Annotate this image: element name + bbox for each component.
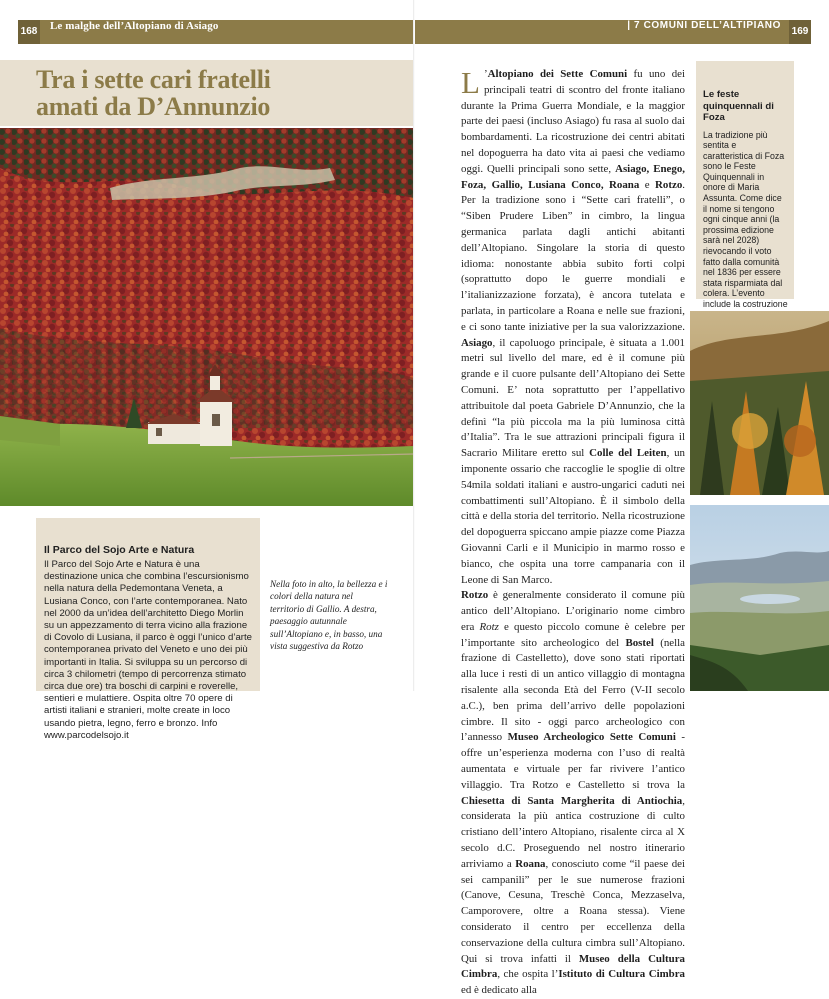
bold-keyword: Colle del Leiten [589,447,667,460]
running-title-right: | 7 COMUNI DELL’ALTIPIANO [627,20,781,31]
box-parco-title: Il Parco del Sojo Arte e Natura [44,544,195,556]
text-run: e [639,178,656,191]
bold-keyword: Asiago [461,336,493,349]
text-run: - offre un’esperienza moderna con l’uso di realtà aumentata e virtuale per far rivivere l’antico villaggio. Tra Rotzo e Castelletto si trova la [461,731,686,791]
text-run: , un imponente ossario che raccoglie le spoglie di oltre 54mila soldati italiani e austro-ungarici caduti nei combattimenti sull’Altopiano. È il simbolo della città e della storia del territorio. Nella ricostruzione del dopoguerra spiccano ampie piazze come Piazza Giovanni Carli e il Municipio in marmo rosso e bianco, che ospita una torre campanaria con il Leone di San Marco. [461,447,685,586]
right-header-bar [415,20,811,44]
photo-caption: Nella foto in alto, la bellezza e i colori della natura nel territorio di Gallio. A destra, paesaggio autunnale sull’Altopiano e, in basso, una vista suggestiva da Rotzo [270,579,388,652]
text-run: ed è dedicato alla [461,984,537,997]
text-run: , che ospita l’ [497,968,559,981]
photo-autumn-forest-chapel [0,128,414,506]
bold-keyword: Asiago, Enego, Foza, Gallio, Lusiana Conco, Roana [461,162,685,191]
bold-keyword: Altopiano dei Sette Comuni [487,68,628,80]
text-run: fu uno dei principali teatri di scontro del fronte italiano durante la Prima Guerra Mondiale, e la maggior parte dei paesi (incluso Asiago) fu rasa al suolo dai bombardamenti. La ricostruzione dei centri abitati nel dopoguerra ha dato vita ai paesi che vediamo oggi. Quelli principali sono sette, [461,68,685,175]
bold-keyword: Roana [515,857,546,870]
page-title [36,66,406,120]
bold-keyword: Chiesetta di Santa Margherita di Antiochia [461,794,683,807]
sidebar-box-parco-sojo [36,518,260,741]
box-feste-title: Le feste quinquennali di Foza [703,89,774,123]
text-run: (nella frazione di Castelletto), dove sono stati riportati alla luce i resti di un antico villaggio di montagna risalente alla seconda Età del Ferro (V-II secolo a.C.), ben prima dell’arrivo delle popolazioni cimbre. Il sito - oggi parco archeologico con l’annesso [461,636,685,744]
text-run: è generalmente considerato il comune più antico dell’Altopiano. L’originario nome cimbro era [461,589,685,633]
bold-keyword: Museo Archeologico Sette Comuni [507,731,676,744]
bold-keyword: Bostel [625,636,654,649]
photo-autumn-landscape [690,311,829,495]
box-feste-text: La tradizione più sentita e caratteristica di Foza sono le Feste Quinquennali in onore di Maria Assunta. Come dice il nome si tengono ogni cinque anni (la prossima edizione sarà nel 2028) rievocando il voto fatto dalla comunità nel 1836 per essere stata risparmiata dal colera. L’evento include la costruzione [703,129,788,309]
bold-keyword: Museo della Cultura Cimbra [461,952,685,981]
text-run: Rotz [479,620,499,633]
left-header-bar [18,20,414,44]
sidebar-box-feste-foza [696,61,794,309]
box-parco-text: Il Parco del Sojo Arte e Natura è una destinazione unica che combina l’escursionismo nella natura della Pedemontana Veneta, a Lusiana Conco, con l’arte contemporanea. Nato nel 2000 da un’idea dell’architetto Diego Morlin su un appezzamento di terra vicino alla frazione di Covolo di Lusiana, il parco è oggi l’unico d’arte contemporanea privato del Veneto e uno dei più importanti in Italia. Si sviluppa su un percorso di circa 3 chilometri (tempo di percorrenza stimato circa due ore) tra boschi di carpini e roverelle, sentieri e mulattiere. Ospita oltre 70 opere di artisti italiani e stranieri, molte create in loco usando pietra, legno, ferro e bronzo. Info www.parcodelsojo.it [44,559,252,741]
text-run: , il capoluogo principale, è situata a 1.001 metri sul livello del mare, ed è il comune più grande e il cuore pulsante dell’Altopiano dei Sette Comuni. E’ nota soprattutto per l’appellativo attribuitole dal poeta Gabriele D’Annunzio, che la definì “la più piccola ma la più luminosa città d’Italia”. Tra le sue attrazioni principali figura il Sacrario Militare eretto sul [461,336,685,460]
article-body [461,67,685,999]
left-page [0,0,414,741]
article-paragraph-2 [461,588,685,999]
right-page [415,0,829,997]
drop-cap: L [461,65,480,100]
photo-valley-view-rotzo [690,505,829,691]
page-number-right: 169 [789,20,811,44]
title-line-2: amati da D’Annunzio [36,92,271,121]
text-run: ’ [483,68,488,80]
text-run: , conosciuto come “il paese dei sei campanili” per le sue numerose frazioni (Canove, Cesuna, Treschè Conca, Mezzaselva, Camporovere, oltre a Roana stessa). Viene considerato il centro per eccellenza della conservazione della cultura cimbra sull’Altopiano. Qui si trova infatti il [461,857,685,965]
title-block [0,60,414,126]
bold-keyword: Rotzo [461,589,489,602]
bold-keyword: Rotzo [655,178,683,191]
running-title-left: Le malghe dell’Altopiano di Asiago [50,20,219,32]
text-run: , considerata la più antica costruzione di culto cristiano dell’intero Altopiano, risalente circa al X secolo d.C. Proseguendo nel nostro itinerario arriviamo a [461,794,685,870]
title-line-1: Tra i sette cari fratelli [36,65,271,94]
bold-keyword: Istituto di Cultura Cimbra [558,968,686,981]
article-paragraph-1 [461,67,685,588]
text-run: . Per la tradizione sono i “Sette cari fratelli”, o “Siben Prudere Liben” in cimbro, la lingua germanica parlata dagli antichi abitanti dell’Altopiano. Singolare la storia di questo idioma: nonostante abbia subito forti colpi (soprattutto dopo le guerre mondiali e l’italianizzazione forzata), è ancora tutelata e parlata, in particolare a Roana e nelle sue frazioni, e ci sono tante iniziative per la sua valorizzazione. [461,178,685,333]
text-run: e questo piccolo comune è celebre per l’importante sito archeologico del [461,620,685,649]
page-number-left: 168 [18,20,40,44]
